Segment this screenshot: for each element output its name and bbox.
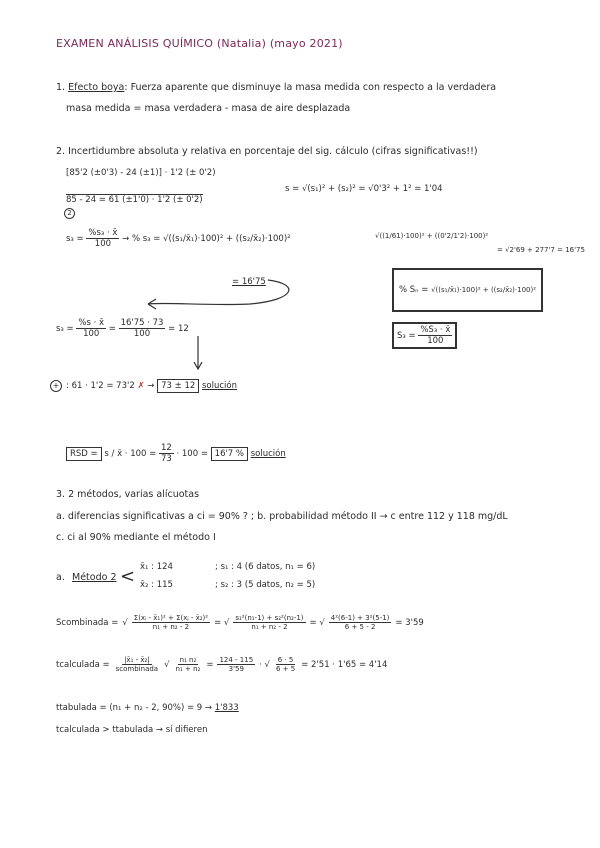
q2-calc-lhs: s₃ = (56, 324, 74, 334)
q2-rsd-row (66, 443, 286, 464)
q2-box-sb-den: 100 (427, 336, 444, 346)
q2-expression-2: 85 - 24 = 61 (±1'0) · 1'2 (± 0'2) (66, 195, 203, 205)
q1-line-2: masa medida = masa verdadera - masa de aire desplazada (66, 103, 351, 114)
page-title: EXAMEN ANÁLISIS QUÍMICO (Natalia) (mayo 2021) (56, 37, 343, 50)
q3-line-a: a. diferencias significativas a ci = 90% ? ; b. probabilidad método II → c entre 112 y 118 mg/dL (56, 511, 508, 522)
q3-a-label: a. (56, 572, 65, 583)
q3-scomb-f3-den: 6 + 5 - 2 (344, 623, 376, 631)
q3-tcalc-frac (114, 656, 160, 673)
q2-result-line: 61 · 1'2 = 73'2 (71, 381, 135, 391)
q3-scomb-f1-den: n₁ + n₂ - 2 (152, 623, 190, 631)
q2-sqrt-general: √((s₁/x̄₁)·100)² + ((s₂/x̄₂)·100)² (163, 234, 291, 244)
q2-result-box: 73 ± 12 (157, 379, 199, 393)
q2-rsd-box: 16'7 % (211, 447, 248, 461)
q3-tcalc-sq2-num: 6 · 5 (277, 656, 294, 664)
q3-tcalc-num: |x̄₁ - x̄₂| (124, 656, 150, 664)
q3-scomb-f2-den: n₁ + n₂ - 2 (251, 623, 288, 631)
q3-tcalc-label: tcalculada = (56, 659, 110, 670)
q2-s3-lhs: s₃ = (66, 234, 84, 244)
q3-s2: ; s₂ : 3 (5 datos, n₂ = 5) (215, 580, 316, 590)
q3-scomb-f3-num: 4²(6-1) + 3²(5-1) (330, 614, 390, 622)
q2-sqrt-numeric: √((1/61)·100)² + ((0'2/1'2)·100)² (375, 232, 489, 240)
q2-s-total: s = √(s₁)² + (s₂)² = √0'3² + 1² = 1'04 (285, 184, 443, 194)
q3-scomb-label: Scombinada = (56, 617, 119, 628)
q2-rsd-num: 12 (160, 443, 172, 453)
q3-metodo: Método 2 (72, 572, 117, 583)
q2-expression-1: [85'2 (±0'3) - 24 (±1)] · 1'2 (± 0'2) (66, 168, 216, 178)
q2-rsd-den: 73 (160, 454, 172, 464)
q3-conclusion: tcalculada > ttabulada → sí difieren (56, 725, 208, 735)
q3-tcalc-n2-num: 124 - 115 (219, 656, 254, 664)
q1-definition: : Fuerza aparente que disminuye la masa medida con respecto a la verdadera (124, 82, 497, 93)
q2-calc-result: = 12 (168, 324, 189, 334)
q2-box-formula-lhs: % Sₙ = (399, 285, 429, 295)
plus-circle-icon: + (50, 380, 62, 392)
q3-s1: ; s₁ : 4 (6 datos, n₁ = 6) (215, 562, 316, 572)
q2-solucion-2: solución (250, 449, 286, 459)
q2-calc-den-2: 100 (133, 329, 151, 339)
q2-s3-num: %s₃ · x̄ (88, 228, 118, 238)
q2-pct-s3: % s₃ = (131, 234, 161, 244)
q3-scomb-f2-num: s₁²(n₁-1) + s₂²(n₂-1) (235, 614, 304, 622)
q3-tcalc-sq-num: n₁ n₂ (179, 656, 197, 664)
q3-tcalc-sq-den: n₁ + n₂ (175, 665, 201, 673)
q3-ttab-row (56, 703, 239, 713)
q2-calc-num-2: 16'75 · 73 (120, 318, 164, 328)
q3-tcalc-sq-frac-2 (274, 656, 297, 673)
q3-scomb-row: Scombinada = √ $\frac{\text{Σ(xᵢ - x̄₁)² + Σ(xⱼ - x̄₂)²}}{\text{n₁ + n₂ - 2}}$ = √ $\frac{\text{s₁²(n₁-1) + s₂²(n₂-1)}}{\text{n₁ + n₂ - 2}}$ = √ $\frac{\text{4²(6-1) + 3²(5-1)}}{6 + 5 - 2}$ = 3'59 (56, 614, 424, 631)
q3-tcalc-den: scombinada (115, 665, 159, 673)
q3-tcalc-n2-den: 3'59 (228, 665, 244, 673)
q3-x1: x̄₁ : 124 (140, 562, 173, 572)
q2-heading: 2. Incertidumbre absoluta y relativa en porcentaje del sig. cálculo (cifras significativas!!) (56, 146, 478, 157)
q3-heading: 3. 2 métodos, varias alícuotas (56, 489, 200, 500)
q3-line-c: c. ci al 90% mediante el método I (56, 532, 216, 543)
q2-sqrt-result: = √2'69 + 277'7 = 16'75 (497, 246, 585, 254)
q1-term: Efecto boya (68, 82, 125, 93)
q3-x2: x̄₂ : 115 (140, 580, 173, 590)
q2-rsd-tail: · 100 = (176, 449, 208, 459)
q3-tcalc-result: = 2'51 · 1'65 = 4'14 (301, 659, 388, 670)
q3-tcalc-row: tcalculada = $\frac{\text{|x̄₁ - x̄₂|}}{\text{scombinada}}$ √ $\frac{\text{n₁ n₂}}{\text{n₁ + n₂}}$ = $\frac{124 - 115}{3'59}$ · √ $\frac{6 \cdot 5}{6 + 5}$ = 2'51 · 1'65 = 4'14 (56, 656, 388, 673)
q1-number: 1. (56, 82, 66, 93)
q3-ttab: ttabulada = (n₁ + n₂ - 2, 90%) = 9 → (56, 703, 213, 713)
q3-ttab-value: 1'833 (214, 703, 239, 713)
q2-mid-value: = 16'75 (232, 277, 266, 287)
q2-box-formula-rhs: √((s₁/x̄₁)·100)² + ((s₂/x̄₂)·100)² (431, 286, 537, 294)
q2-box-sb-num: %S₃ · x̄ (420, 325, 451, 335)
q2-circled-mark: 2 (64, 208, 75, 219)
q3-tcalc-sq2-den: 6 + 5 (275, 665, 296, 673)
q3-scomb-frac-2 (233, 614, 305, 631)
q2-box-sb-lhs: S₃ = (397, 331, 416, 341)
q3-scomb-f1-num: Σ(xᵢ - x̄₁)² + Σ(xⱼ - x̄₂)² (133, 614, 209, 622)
q2-calc-row: s₃ = $\frac{\%s \cdot x̄}{100}$ = $\frac{16'75 \cdot 73}{100}$ = 12 (56, 318, 189, 339)
q3-brace: < (120, 566, 136, 587)
q2-calc-den-1: 100 (83, 329, 100, 339)
q2-rsd-fraction (159, 443, 174, 464)
q2-arrow: → (122, 234, 130, 244)
q3-scomb-frac-3 (329, 614, 392, 631)
q2-calc-num-1: %s · x̄ (78, 318, 105, 328)
q2-solucion-1: solución (201, 381, 237, 391)
q2-rsd-label: RSD = (66, 447, 102, 461)
q2-result-row: : 61 · 1'2 = 73'2 ✗ → 73 ± 12 solución (66, 381, 237, 391)
q2-s3-den: 100 (94, 239, 112, 249)
q3-scomb-result: = 3'59 (395, 617, 424, 628)
q3-tcalc-sq-frac (174, 656, 203, 673)
q3-tcalc-frac-2 (217, 656, 255, 673)
q2-rsd-expr: s / x̄ · 100 = (104, 449, 157, 459)
q3-scomb-frac-1 (132, 614, 210, 631)
